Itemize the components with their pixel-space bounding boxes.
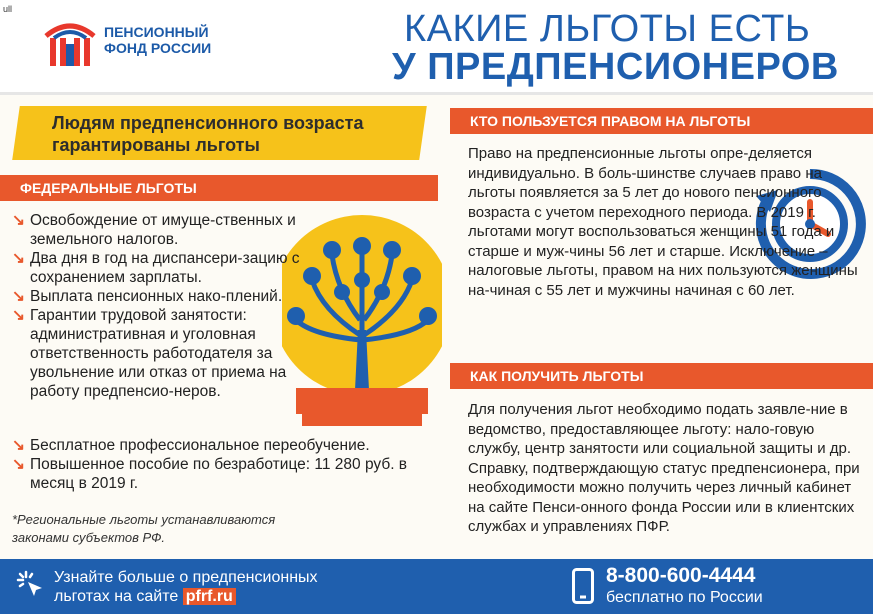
how-heading: КАК ПОЛУЧИТЬ ЛЬГОТЫ — [450, 363, 873, 389]
list-item-text: Выплата пенсионных нако-плений. — [30, 288, 283, 305]
list-item-text: Повышенное пособие по безработице: 11 280 руб. в месяц в 2019 г. — [30, 456, 408, 492]
list-item-text: Бесплатное профессиональное переобучение. — [30, 437, 370, 454]
footer-more-info — [54, 568, 318, 606]
banner-line2: гарантированы льготы — [52, 135, 260, 155]
who-text: Право на предпенсионные льготы опре-деляется индивидуально. В боль-шинстве случаев право на льготы появляется за 5 лет до нового пенсионного возраста с учетом переходного периода. В 2019 г. льготами могут воспользоваться женщины 51 года и старше и муж-чины 56 лет и старше. Исключение – налоговые льготы, правом на них пользуются женщины на-чиная с 55 лет и мужчины начиная с 60 лет. — [468, 145, 858, 299]
arrow-icon: ↘ — [12, 456, 25, 473]
federal-list — [12, 211, 302, 401]
site-link[interactable]: pfrf.ru — [183, 588, 236, 605]
org-name-line1: ПЕНСИОННЫЙ — [104, 24, 209, 40]
tree-of-people-icon — [282, 210, 442, 430]
list-item — [12, 455, 452, 493]
footer-line1: Узнайте больше о предпенсионных — [54, 569, 318, 586]
banner-text — [52, 112, 412, 156]
list-item-text: Освобождение от имуще-ственных и земельного налогов. — [30, 212, 296, 248]
list-item — [12, 287, 302, 306]
federal-heading: ФЕДЕРАЛЬНЫЕ ЛЬГОТЫ — [0, 175, 438, 201]
arrow-icon: ↘ — [12, 307, 25, 324]
banner-line1: Людям предпенсионного возраста — [52, 113, 364, 133]
arrow-icon: ↘ — [12, 212, 25, 229]
arrow-icon: ↘ — [12, 437, 25, 454]
header-divider — [0, 92, 873, 95]
arrow-icon: ↘ — [12, 250, 25, 267]
list-item-text: Гарантии трудовой занятости: административная и уголовная ответственность работодателя за увольнение или отказ от приема на работу предпенсио-неров. — [30, 307, 287, 400]
page-title-line2: У ПРЕДПЕНСИОНЕРОВ — [392, 46, 839, 88]
footer-line2 — [54, 587, 318, 606]
phone-number[interactable]: 8-800-600-4444 — [606, 564, 756, 587]
list-item-text: Два дня в год на диспансери-зацию с сохранением зарплаты. — [30, 250, 300, 286]
footer-line2-text: льготах на сайте — [54, 588, 179, 605]
how-text: Для получения льгот необходимо подать заявле-ние в ведомство, предоставляющее льготу: нало-говую службу, центр занятости или социальной защиты и др. Справку, подтверждающую статус предпенсионера, при необходимости можно получить через личный кабинет на сайте Пенси-онного фонда России или в клиентских службах и управлениях ПФР. — [468, 401, 860, 535]
arrow-icon: ↘ — [12, 288, 25, 305]
federal-list-continued — [12, 436, 452, 493]
org-name-line2: ФОНД РОССИИ — [104, 40, 212, 56]
phone-note: бесплатно по России — [606, 589, 763, 606]
list-item — [12, 249, 302, 287]
list-item — [12, 306, 302, 401]
page-title-line1: КАКИЕ ЛЬГОТЫ ЕСТЬ — [404, 8, 811, 50]
who-heading: КТО ПОЛЬЗУЕТСЯ ПРАВОМ НА ЛЬГОТЫ — [450, 108, 873, 134]
cursor-click-icon — [16, 570, 46, 600]
footnote: *Региональные льготы устанавливаются законами субъектов РФ. — [12, 512, 276, 545]
list-item — [12, 436, 452, 455]
corner-text: ull — [3, 4, 13, 14]
phone-icon — [572, 568, 594, 604]
org-name — [104, 24, 211, 56]
list-item — [12, 211, 302, 249]
pfr-logo-icon — [40, 14, 100, 72]
